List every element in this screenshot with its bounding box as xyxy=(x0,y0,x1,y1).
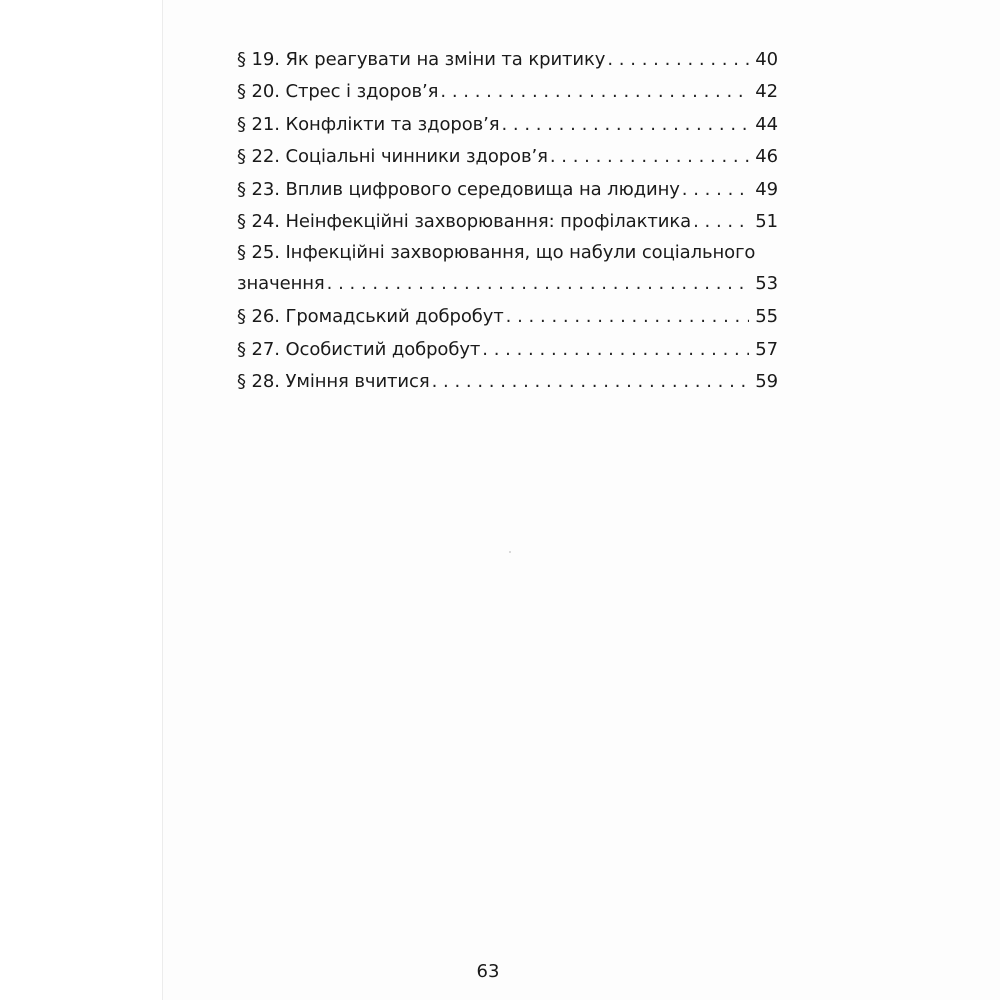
toc-entry-page: 53 xyxy=(755,273,778,295)
toc-entry-title: § 28. Уміння вчитися xyxy=(237,366,430,398)
toc-entry-page: 40 xyxy=(755,49,778,70)
toc-entry-title-line2: значення xyxy=(237,268,325,300)
toc-entry-page: 57 xyxy=(755,338,778,360)
toc-entry-title: § 26. Громадський добробут xyxy=(237,301,504,333)
toc-entry-28 xyxy=(237,366,778,398)
toc-entry-page: 49 xyxy=(755,178,778,200)
toc-entry-20 xyxy=(237,76,778,108)
dot-leader xyxy=(501,109,749,141)
toc-entry-22 xyxy=(237,141,778,173)
toc-entry-title-line1: § 25. Інфекційні захворювання, що набули соціального xyxy=(237,242,756,264)
dot-leader xyxy=(506,301,750,333)
dot-leader xyxy=(693,206,749,238)
page-number: 63 xyxy=(476,961,500,982)
toc-entry-27 xyxy=(237,334,778,366)
toc-entry-page: 46 xyxy=(755,146,778,168)
toc-entry-19 xyxy=(237,44,778,76)
dot-leader xyxy=(327,268,750,300)
toc-entry-title: § 22. Соціальні чинники здоров’я xyxy=(237,141,548,173)
dot-leader xyxy=(440,76,749,108)
dot-leader xyxy=(550,141,749,173)
dot-leader xyxy=(432,366,750,398)
dot-leader xyxy=(607,44,749,76)
toc-entry-24 xyxy=(237,206,778,238)
toc-entry-page: 55 xyxy=(755,306,778,328)
page-number-footer xyxy=(0,961,1000,982)
toc-entry-title: § 19. Як реагувати на зміни та критику xyxy=(237,44,605,76)
toc-entry-25 xyxy=(237,238,778,301)
toc-entry-page: 51 xyxy=(755,210,778,232)
toc-entry-page: 42 xyxy=(755,81,778,103)
table-of-contents xyxy=(237,44,778,399)
dot-leader xyxy=(482,334,749,366)
toc-entry-21 xyxy=(237,109,778,141)
toc-entry-26 xyxy=(237,301,778,333)
toc-entry-23 xyxy=(237,174,778,206)
toc-entry-page: 44 xyxy=(755,113,778,135)
toc-entry-page: 59 xyxy=(755,371,778,393)
toc-entry-title: § 24. Неінфекційні захворювання: профілактика xyxy=(237,206,691,238)
toc-entry-title: § 21. Конфлікти та здоров’я xyxy=(237,109,499,141)
dot-leader xyxy=(682,174,749,206)
toc-entry-title: § 27. Особистий добробут xyxy=(237,334,480,366)
toc-entry-title: § 23. Вплив цифрового середовища на людину xyxy=(237,174,680,206)
print-speck xyxy=(509,551,511,553)
toc-entry-title: § 20. Стрес і здоров’я xyxy=(237,76,438,108)
